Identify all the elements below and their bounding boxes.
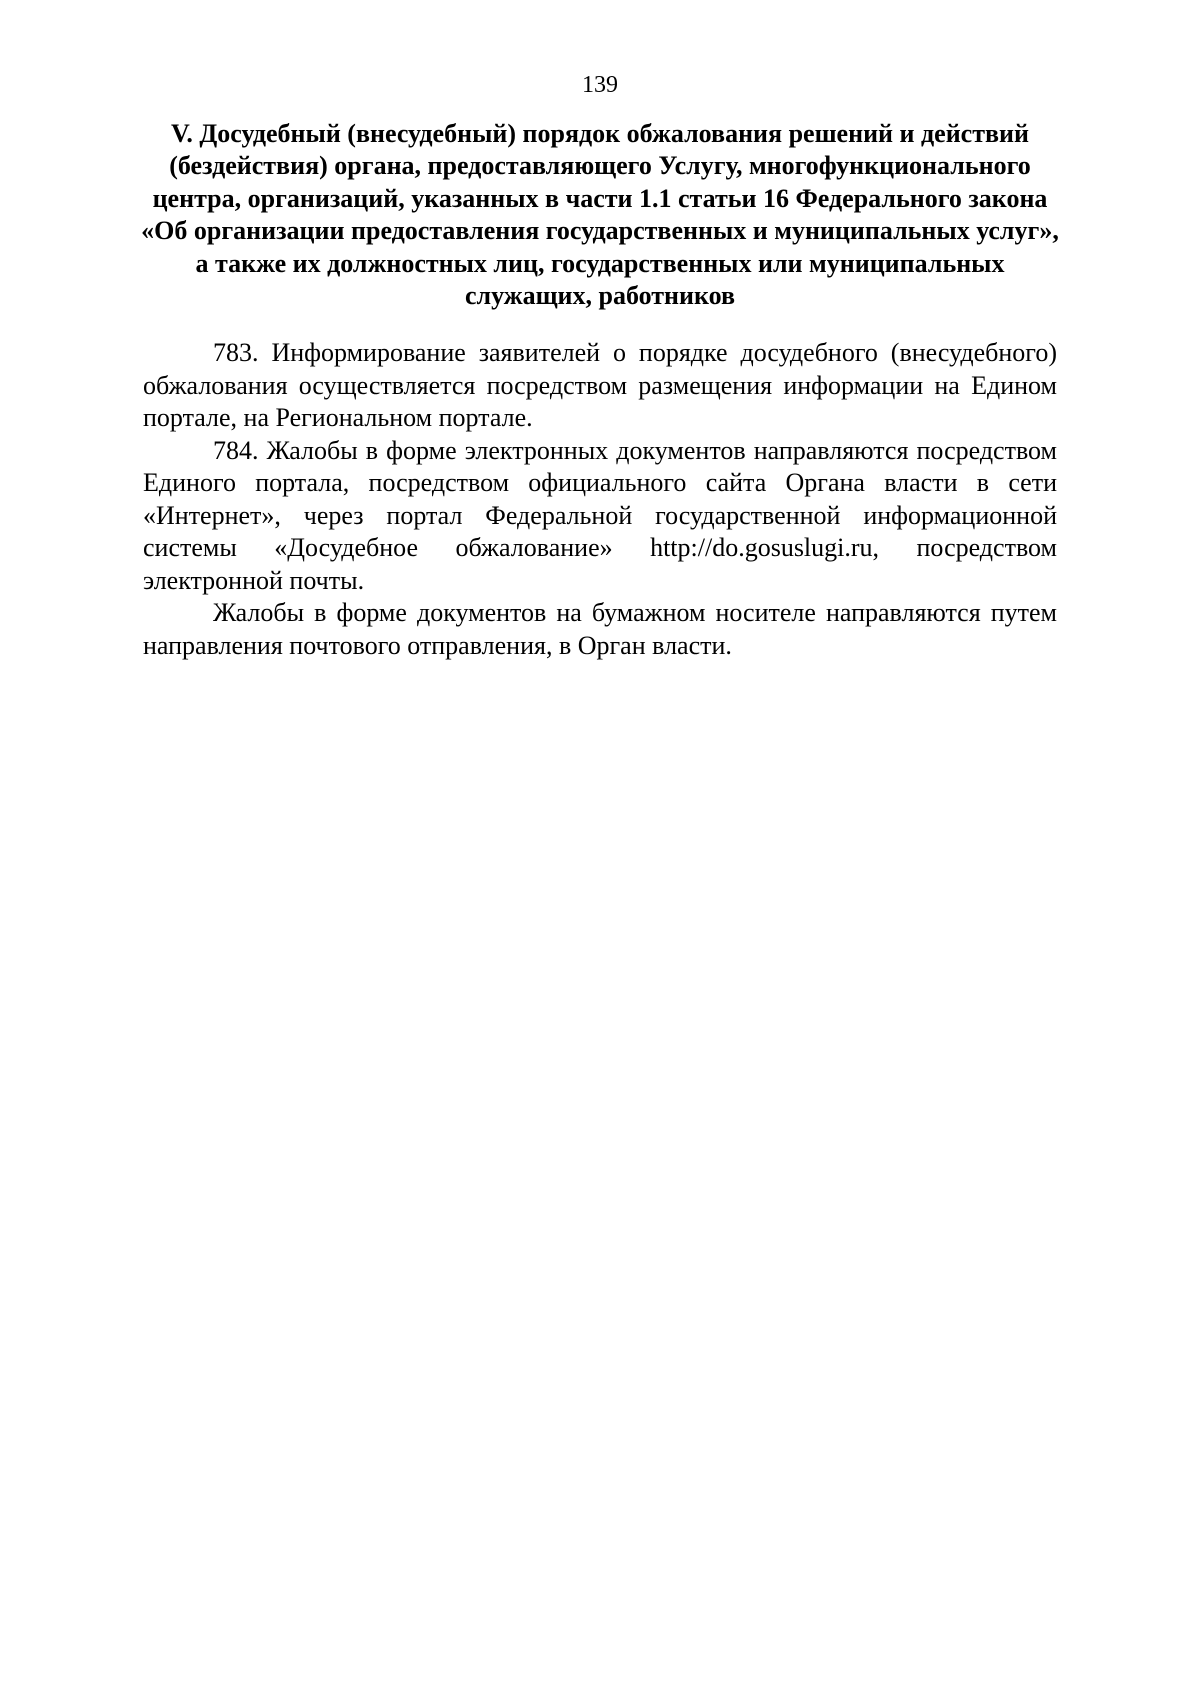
- section-heading-line: (бездействия) органа, предоставляющего Услугу, многофункционального: [169, 151, 1031, 181]
- paragraph-783: [143, 337, 1057, 435]
- body-text: [143, 337, 1057, 662]
- text-line: портале, на Региональном портале.: [143, 403, 533, 432]
- paragraph-paper-complaints: [143, 597, 1057, 662]
- section-heading-line: V. Досудебный (внесудебный) порядок обжалования решений и действий: [170, 119, 1029, 148]
- text-line: системы «Досудебное обжалование» http://do.gosuslugi.ru, посредством: [143, 533, 1057, 562]
- text-line: 783. Информирование заявителей о порядке досудебного (внесудебного): [213, 338, 1057, 367]
- text-line: «Интернет», через портал Федеральной государственной информационной: [143, 500, 1057, 530]
- section-heading-line: служащих, работников: [464, 281, 736, 311]
- text-line: обжалования осуществляется посредством размещения информации на Едином: [143, 370, 1057, 400]
- section-heading-line: а также их должностных лиц, государственных или муниципальных: [195, 248, 1005, 278]
- paragraph-784: [143, 435, 1057, 598]
- text-line: Жалобы в форме документов на бумажном носителе направляются путем: [213, 598, 1057, 627]
- section-heading-line: центра, организаций, указанных в части 1.1 статьи 16 Федерального закона: [152, 183, 1048, 213]
- text-line: электронной почты.: [143, 565, 365, 595]
- section-heading: [130, 118, 1070, 312]
- text-line: Единого портала, посредством официального сайта Органа власти в сети: [143, 468, 1057, 497]
- page-number: 139: [582, 72, 618, 98]
- section-heading-line: «Об организации предоставления государственных и муниципальных услуг»,: [141, 216, 1059, 246]
- text-line: 784. Жалобы в форме электронных документов направляются посредством: [213, 435, 1057, 465]
- text-line: направления почтового отправления, в Орган власти.: [143, 630, 732, 660]
